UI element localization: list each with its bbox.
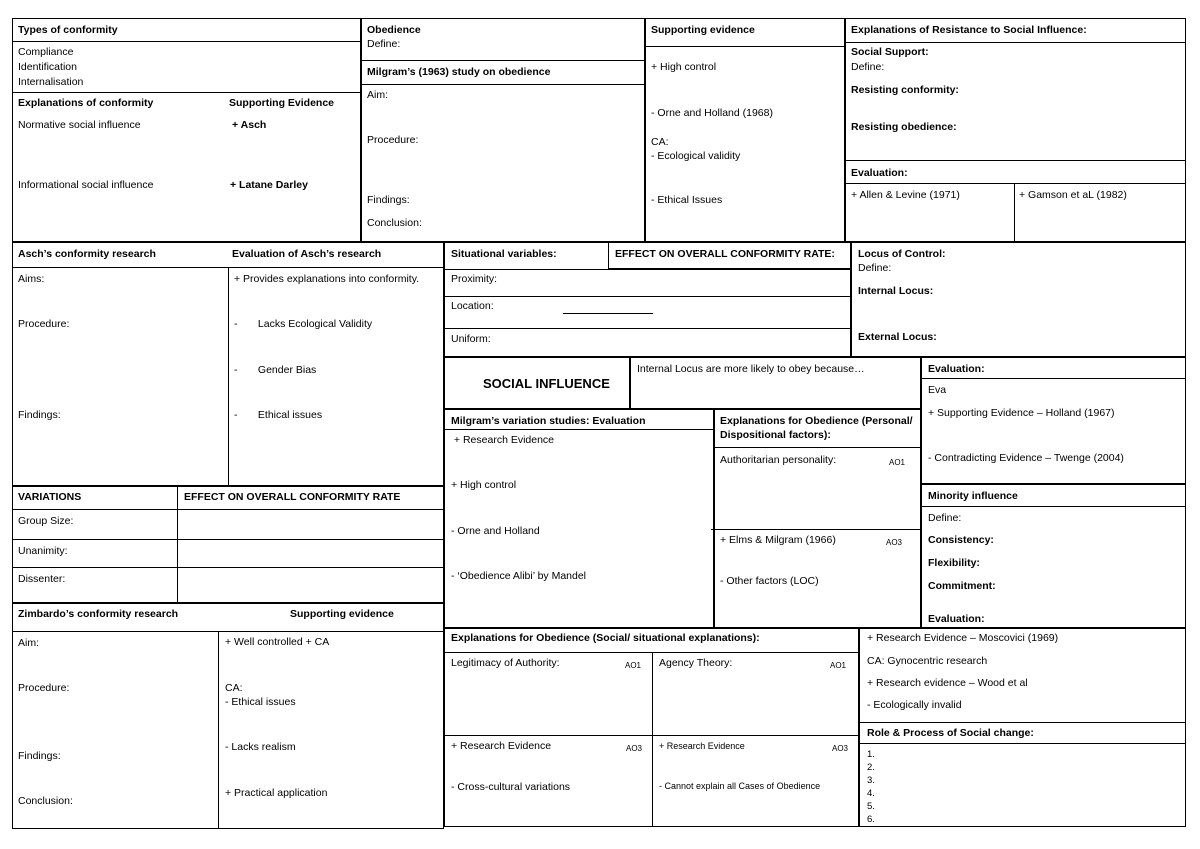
cross-cultural-text: - Cross-cultural variations [451,781,571,793]
resistance-heading: Explanations of Resistance to Social Influence: [851,24,1087,36]
milgram-variation-heading: Milgram’s variation studies: Evaluation [451,415,646,427]
evaluation-eva: Eva [928,384,947,396]
social-change-item: 2. [867,762,875,773]
social-support-label: Social Support: [851,46,929,58]
minority-define: Define: [928,512,962,524]
moscovici-text: + Research Evidence – Moscovici (1969) [867,632,1059,644]
divider [12,631,444,632]
social-change-item: 3. [867,775,875,786]
types-heading: Types of conformity [18,24,118,36]
ao3-tag: AO3 [886,538,903,547]
divider [921,378,1186,379]
ethical-issues-text: - Ethical Issues [651,194,723,206]
divider [652,652,653,827]
normative-support: + Asch [232,119,267,131]
divider [444,296,851,297]
supporting-evidence-top-heading: Supporting evidence [651,24,755,36]
minority-evaluation: Evaluation: [928,613,985,625]
location-label: Location: [451,300,494,312]
asch-eval-item: + Provides explanations into conformity. [234,273,420,285]
proximity-label: Proximity: [451,273,498,285]
resisting-obedience-label: Resisting obedience: [851,121,957,133]
obedience-section [361,18,645,242]
divider [711,529,921,530]
social-change-item: 4. [867,788,875,799]
wood-text: + Research evidence – Wood et al [867,677,1028,689]
variations-heading: VARIATIONS [18,491,82,503]
divider [444,429,714,430]
divider [845,183,1186,184]
asch-heading: Asch’s conformity research [18,248,156,260]
variation-item: - ‘Obedience Alibi’ by Mandel [451,570,587,582]
obedience-heading: Obedience [367,24,421,36]
divider [228,267,229,486]
informational-support: + Latane Darley [230,179,308,191]
zimbardo-procedure: Procedure: [18,682,70,694]
divider [444,269,851,270]
divider [361,60,645,61]
divider [361,84,645,85]
milgram-findings: Findings: [367,194,410,206]
divider [12,41,361,42]
uniform-label: Uniform: [451,333,491,345]
ao3-tag: AO3 [626,744,643,753]
twenge-contradict: - Contradicting Evidence – Twenge (2004) [928,452,1124,464]
gynocentric-text: CA: Gynocentric research [867,655,988,667]
divider [218,631,219,829]
research-evidence-left: + Research Evidence [451,740,552,752]
resisting-conformity-label: Resisting conformity: [851,84,959,96]
external-locus-label: External Locus: [858,331,937,343]
social-change-item: 6. [867,814,875,825]
dispositional-heading: Explanations for Obedience (Personal/ [720,415,913,427]
ao1-tag: AO1 [830,661,847,670]
minority-heading: Minority influence [928,490,1018,502]
divider [177,486,178,603]
variation-item: + High control [451,479,517,491]
zimbardo-heading: Zimbardo’s conformity research [18,608,179,620]
divider [859,722,1186,723]
normative-label: Normative social influence [18,119,141,131]
ca-text: CA: [651,136,669,148]
legitimacy-label: Legitimacy of Authority: [451,657,560,669]
cannot-explain-text: - Cannot explain all Cases of Obedience [659,781,821,791]
divider [845,160,1186,161]
gamson-text: + Gamson et aL (1982) [1019,189,1127,201]
obedience-define: Define: [367,38,401,50]
explanations-conformity-heading: Explanations of conformity [18,97,154,109]
divider [859,743,1186,744]
orne-holland-text: - Orne and Holland (1968) [651,107,773,119]
well-controlled-text: + Well controlled + CA [225,636,330,648]
authoritarian-label: Authoritarian personality: [720,454,837,466]
types-item-internalisation: Internalisation [18,76,84,88]
evaluation-right-heading: Evaluation: [928,363,985,375]
lacks-realism: - Lacks realism [225,741,296,753]
milgram-aim: Aim: [367,89,388,101]
variations-effect-heading: EFFECT ON OVERALL CONFORMITY RATE [184,491,401,503]
asch-eval-item: - Gender Bias [234,364,317,376]
divider [12,92,361,93]
unanimity-label: Unanimity: [18,545,68,557]
ao1-tag: AO1 [625,661,642,670]
commitment-label: Commitment: [928,580,996,592]
milgram-heading: Milgram’s (1963) study on obedience [367,66,551,78]
social-change-item: 5. [867,801,875,812]
internal-locus-label: Internal Locus: [858,285,934,297]
elms-milgram-text: + Elms & Milgram (1966) [720,534,836,546]
divider [12,509,444,510]
location-blank-line [563,313,653,314]
dispositional-heading-2: Dispositional factors): [720,429,831,441]
divider [714,447,921,448]
asch-eval-item: - Lacks Ecological Validity [234,318,373,330]
high-control-text: + High control [651,61,717,73]
social-explanations-heading: Explanations for Obedience (Social/ situational explanations): [451,632,760,644]
zimbardo-ethical: - Ethical issues [225,696,296,708]
ecological-validity-text: - Ecological validity [651,150,741,162]
practical-application: + Practical application [225,787,328,799]
research-evidence-right: + Research Evidence [659,741,745,751]
dissenter-label: Dissenter: [18,573,66,585]
ao1-tag: AO1 [889,458,906,467]
milgram-procedure: Procedure: [367,134,419,146]
internal-locus-note: Internal Locus are more likely to obey because… [637,363,865,375]
asch-eval-item: - Ethical issues [234,409,323,421]
types-item-compliance: Compliance [18,46,74,58]
group-size-label: Group Size: [18,515,74,527]
informational-label: Informational social influence [18,179,154,191]
social-change-heading: Role & Process of Social change: [867,727,1034,739]
asch-procedure: Procedure: [18,318,70,330]
ecologically-invalid-text: - Ecologically invalid [867,699,962,711]
divider [1014,183,1015,242]
resistance-evaluation: Evaluation: [851,167,908,179]
variation-item: + Research Evidence [451,434,555,446]
zimbardo-findings: Findings: [18,750,61,762]
zimbardo-aim: Aim: [18,637,39,649]
variation-item: - Orne and Holland [451,525,540,537]
ao3-tag: AO3 [832,744,849,753]
consistency-label: Consistency: [928,534,994,546]
supporting-evidence-section [645,18,845,242]
situational-heading: Situational variables: [451,248,557,260]
supporting-evidence-heading: Supporting Evidence [229,97,335,109]
social-change-item: 1. [867,749,875,760]
situational-effect-heading: EFFECT ON OVERALL CONFORMITY RATE: [615,248,835,260]
zimbardo-support-heading: Supporting evidence [290,608,394,620]
allen-levine-text: + Allen & Levine (1971) [851,189,960,201]
other-factors-text: - Other factors (LOC) [720,575,819,587]
divider [12,539,444,540]
holland-support: + Supporting Evidence – Holland (1967) [928,407,1115,419]
divider [921,506,1186,507]
divider [645,46,845,47]
milgram-conclusion: Conclusion: [367,217,422,229]
zimbardo-conclusion: Conclusion: [18,795,73,807]
types-item-identification: Identification [18,61,77,73]
asch-findings: Findings: [18,409,61,421]
divider [12,567,444,568]
social-support-define: Define: [851,61,885,73]
divider [444,328,851,329]
locus-define: Define: [858,262,892,274]
flexibility-label: Flexibility: [928,557,980,569]
asch-eval-heading: Evaluation of Asch’s research [232,248,382,260]
agency-theory-label: Agency Theory: [659,657,733,669]
page-title: SOCIAL INFLUENCE [483,376,610,391]
asch-aims: Aims: [18,273,45,285]
divider [845,42,1186,43]
locus-heading: Locus of Control: [858,248,946,260]
zimbardo-ca: CA: [225,682,243,694]
